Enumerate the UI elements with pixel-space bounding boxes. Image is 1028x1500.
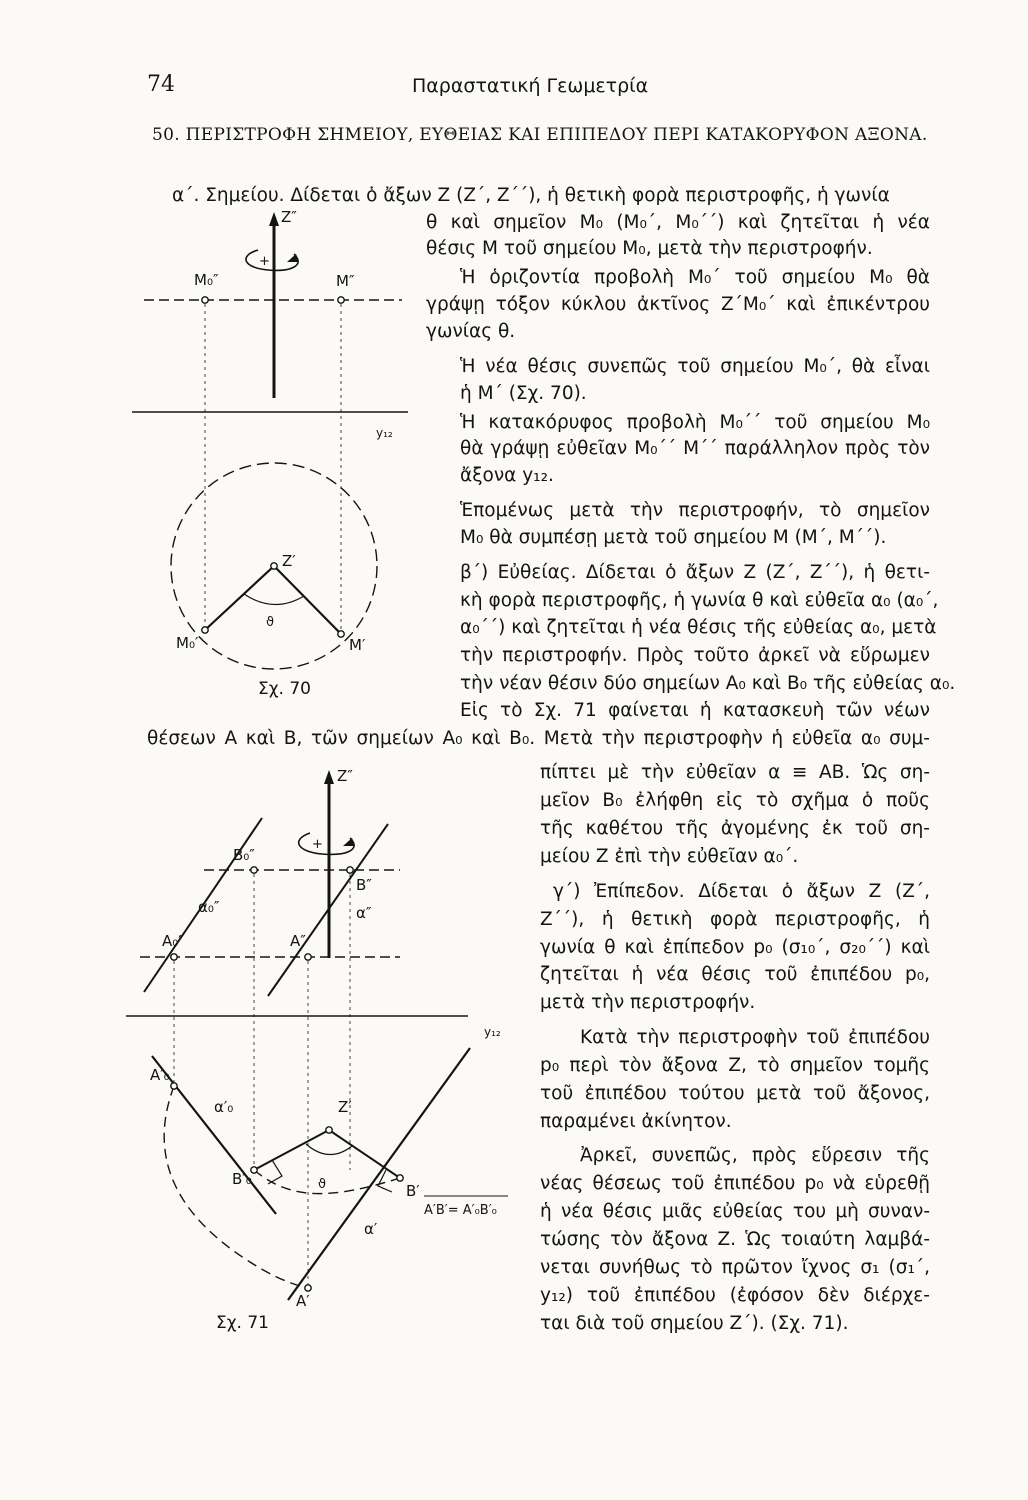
text-line: παραμένει ἀκίνητον. <box>540 1111 732 1132</box>
text-line: πίπτει μὲ τὴν εὐθεῖαν α ≡ AB. Ὡς ση- <box>540 762 930 783</box>
text-line: τοῦ ἐπιπέδου τούτου μετὰ τοῦ ἄξονος, <box>540 1083 930 1104</box>
text-line: μεῖον B₀ ἐλήφθη εἰς τὸ σχῆμα ὁ ποῦς <box>540 790 930 811</box>
text-line: Εἰς τὸ Σχ. 71 φαίνεται ἡ κατασκευὴ τῶν νέων <box>460 700 930 721</box>
text-line: Ἀρκεῖ, συνεπῶς, πρὸς εὕρεσιν τῆς <box>580 1145 930 1166</box>
text-line: Ἡ ὁριζοντία προβολὴ M₀΄ τοῦ σημείου M₀ θὰ <box>460 267 930 288</box>
label-zp-71: Z′ <box>338 1098 352 1116</box>
text-line: γωνίας θ. <box>426 321 516 342</box>
running-title: Παραστατική Γεωμετρία <box>412 75 649 97</box>
text-line: ζητεῖται ἡ νέα θέσις τοῦ ἐπιπέδου p₀, <box>540 964 930 985</box>
text-line: ἡ νέα θέσις μιᾶς εὐθείας του μὴ συναν- <box>540 1201 930 1222</box>
label-ap: A′ <box>296 1292 310 1310</box>
label-theta: ϑ <box>266 615 275 630</box>
text-line: θ καὶ σημεῖον M₀ (M₀΄, M₀΄΄) καὶ ζητεῖται ἡ νέα <box>426 212 930 233</box>
point-bp <box>397 1175 403 1181</box>
label-zp: Z′ <box>282 552 296 570</box>
point-app <box>305 954 311 960</box>
radius-m <box>274 566 341 634</box>
label-app-line: α″ <box>356 904 372 922</box>
label-alphap: α′ <box>364 1220 378 1238</box>
angle-arc-71 <box>306 1144 352 1155</box>
text-line: νέας θέσεως τοῦ ἐπιπέδου p₀ νὰ εὑρεθῇ <box>540 1173 930 1194</box>
label-z2: Z″ <box>281 208 297 226</box>
label-mpp: M″ <box>336 272 355 290</box>
text-line: p₀ περὶ τὸν ἄξονα Ζ, τὸ σημεῖον τομῆς <box>540 1055 930 1076</box>
paragraph-plane-heading: γ΄) Ἐπίπεδον. Δίδεται ὁ ἄξων Ζ (Ζ΄, <box>553 881 930 902</box>
text-line: τῆς καθέτου τῆς ἀγομένης ἐκ τοῦ ση- <box>540 818 930 839</box>
angle-arc <box>244 594 304 605</box>
label-b0p: B′₀ <box>232 1170 252 1188</box>
label-alpha0p: α′₀ <box>214 1098 234 1116</box>
text-line: α₀΄΄) καὶ ζητεῖται ἡ νέα θέσις τῆς εὐθείας α₀, μετὰ <box>460 617 937 638</box>
text-line: τὴν νέαν θέσιν δύο σημείων A₀ καὶ B₀ τῆς εὐθείας α₀. <box>460 673 956 694</box>
text-line: νεται συνήθως τὸ πρῶτον ἴχνος σ₁ (σ₁΄, <box>540 1257 930 1278</box>
text-line: κὴ φορὰ περιστροφῆς, ἡ γωνία θ καὶ εὐθεῖα α₀ (α₀΄, <box>460 590 939 611</box>
text-line: Ζ΄΄), ἡ θετικὴ φορὰ περιστροφῆς, ἡ <box>540 909 930 930</box>
point-m0p <box>202 627 208 633</box>
label-m0p: M₀′ <box>176 634 199 652</box>
line-alpha0p <box>152 1056 276 1214</box>
label-a0p: A′₀ <box>150 1066 170 1084</box>
line-alphap <box>288 1048 470 1300</box>
axis-arrow-icon <box>269 212 279 226</box>
point-b0pp <box>251 867 257 873</box>
point-bpp <box>347 867 353 873</box>
caption-fig-70: Σχ. 70 <box>258 679 312 699</box>
label-a0pp: A₀″ <box>162 932 184 950</box>
point-a0p <box>171 1083 177 1089</box>
text-line: ἄξονα y₁₂. <box>460 465 554 486</box>
point-a0pp <box>171 954 177 960</box>
paragraph-point-line: α΄. Σημείου. Δίδεται ὁ ἄξων Ζ (Ζ΄, Ζ΄΄), ἡ θετικὴ φορὰ περιστροφῆς, ἡ γωνία <box>172 185 890 206</box>
right-angle-b0 <box>268 1160 282 1184</box>
section-heading: 50. ΠΕΡΙΣΤΡΟΦΗ ΣΗΜΕΙΟΥ, ΕΥΘΕΙΑΣ ΚΑΙ ΕΠΙΠΕΔΟΥ ΠΕΡΙ ΚΑΤΑΚΟΡΥΦΟΝ ΑΞΟΝΑ. <box>152 125 928 145</box>
point-zp <box>271 563 277 569</box>
label-relation: A′B′= A′₀B′₀ <box>424 1203 497 1218</box>
label-bp: B′ <box>406 1182 420 1200</box>
text-line: θέσεων A καὶ B, τῶν σημείων A₀ καὶ B₀. Μετὰ τὴν περιστροφὴν ἡ εὐθεῖα α₀ συμ- <box>147 728 930 749</box>
text-line: θέσις M τοῦ σημείου M₀, μετὰ τὴν περιστροφήν. <box>426 238 873 259</box>
text-line: Κατὰ τὴν περιστροφὴν τοῦ ἐπιπέδου <box>580 1027 930 1048</box>
radius-m0 <box>205 566 274 630</box>
label-mp: M′ <box>349 636 366 654</box>
point-zp-71 <box>326 1127 332 1133</box>
label-plus: + <box>259 254 270 269</box>
point-b0p <box>251 1167 257 1173</box>
text-line: Ἡ νέα θέσις συνεπῶς τοῦ σημείου M₀΄, θὰ εἶναι <box>460 356 930 377</box>
text-line: ται διὰ τοῦ σημείου Ζ΄). (Σχ. 71). <box>540 1313 849 1334</box>
label-theta-71: ϑ <box>318 1177 327 1192</box>
point-mp <box>338 631 344 637</box>
text-line: ἡ M΄ (Σχ. 70). <box>460 383 587 404</box>
text-line: M₀ θὰ συμπέσῃ μετὰ τοῦ σημείου M (M΄, M΄΄). <box>460 527 887 548</box>
label-y12-71: y₁₂ <box>484 1025 501 1039</box>
label-y12: y₁₂ <box>376 426 393 440</box>
text-line: τώσης τὸν ἄξονα Ζ. Ὡς τοιαύτη λαμβά- <box>540 1229 930 1250</box>
radius-b <box>329 1130 400 1178</box>
page-number: 74 <box>147 72 175 97</box>
caption-fig-71: Σχ. 71 <box>216 1313 270 1333</box>
point-ap <box>305 1285 311 1291</box>
label-b0pp: B₀″ <box>233 846 255 864</box>
text-line: μετὰ τὴν περιστροφήν. <box>540 992 756 1013</box>
text-line: μείου Ζ ἐπὶ τὴν εὐθεῖαν α₀΄. <box>540 846 799 867</box>
label-z2-71: Z″ <box>337 767 353 785</box>
text-line: Ἡ κατακόρυφος προβολὴ M₀΄΄ τοῦ σημείου M₀ <box>460 412 930 433</box>
radius-b0 <box>254 1130 329 1170</box>
text-line: γράψῃ τόξον κύκλου ἀκτῖνος Z΄M₀΄ καὶ ἐπικέντρου <box>426 294 930 315</box>
figure-70 <box>132 212 408 669</box>
text-line: θὰ γράψῃ εὐθεῖαν M₀΄΄ M΄΄ παράλληλον πρὸς τὸν <box>460 438 930 459</box>
text-line: y₁₂) τοῦ ἐπιπέδου (ἐφόσον δὲν διέρχε- <box>540 1285 930 1306</box>
text-line: γωνία θ καὶ ἐπίπεδον p₀ (σ₁₀΄, σ₂₀΄΄) καὶ <box>540 937 930 958</box>
label-app: A″ <box>290 932 306 950</box>
label-a0pp-line: α₀″ <box>198 898 220 916</box>
paragraph-line-heading: β΄) Εὐθείας. Δίδεται ὁ ἄξων Ζ (Ζ΄, Ζ΄΄), ἡ θετι- <box>460 562 930 583</box>
axis-arrow-icon <box>324 770 334 784</box>
text-line: τὴν περιστροφήν. Πρὸς τοῦτο ἀρκεῖ νὰ εὕρωμεν <box>460 645 930 666</box>
text-line: Ἑπομένως μετὰ τὴν περιστροφήν, τὸ σημεῖον <box>460 500 930 521</box>
label-m0pp: M₀″ <box>194 271 219 289</box>
label-bpp: B″ <box>356 876 372 894</box>
point-m0pp <box>202 297 208 303</box>
point-mpp <box>338 297 344 303</box>
label-plus-71: + <box>312 837 323 852</box>
